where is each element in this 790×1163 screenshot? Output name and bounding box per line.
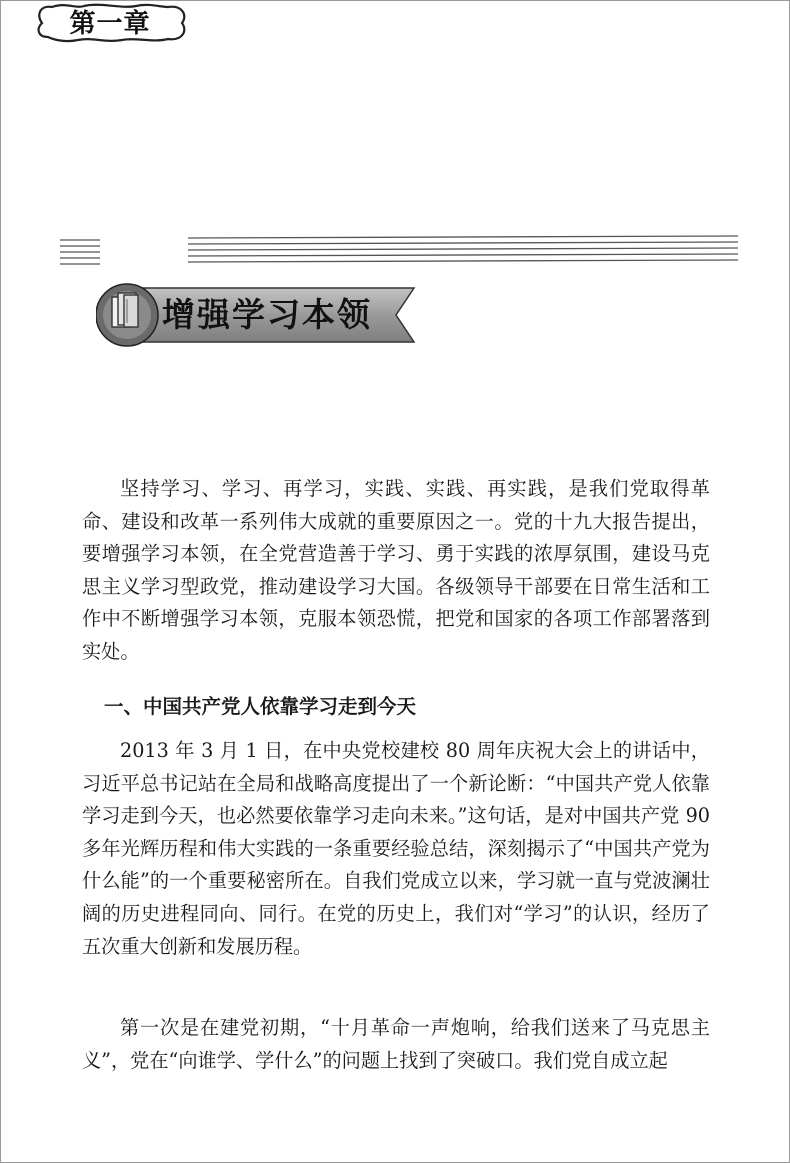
body-paragraph-2: 第一次是在建党初期，“十月革命一声炮响，给我们送来了马克思主义”，党在“向谁学、学什么”的问题上找到了突破口。我们党自成立起 — [82, 1016, 710, 1072]
intro-paragraph: 坚持学习、学习、再学习，实践、实践、再实践，是我们党取得革命、建设和改革一系列伟大成就的重要原因之一。党的十九大报告提出，要增强学习本领，在全党营造善于学习、勇于实践的浓厚氛围，建设马克思主义学习型政党，推动建设学习大国。各级领导干部要在日常生活和工作中不断增强学习本领，克服本领恐慌，把党和国家的各项工作部署落到实处。 — [82, 477, 710, 663]
book-icon — [98, 283, 154, 339]
chapter-header — [60, 228, 740, 276]
chapter-label: 第一章 — [69, 9, 151, 39]
chapter-title: 增强学习本领 — [162, 295, 372, 334]
body-paragraph-1: 2013 年 3 月 1 日，在中央党校建校 80 周年庆祝大会上的讲话中，习近平总书记站在全局和战略高度提出了一个新论断：“中国共产党人依靠学习走到今天，也必然要依靠学习走向未来。”这句话，是对中国共产党 90 多年光辉历程和伟大实践的一条重要经验总结，深刻揭示了“中国共产党为什么能”的一个重要秘密所在。自我们党成立以来，学习就一直与党波澜壮阔的历史进程同向、同行。在党的历史上，我们对“学习”的认识，经历了五次重大创新和发展历程。 — [82, 739, 710, 958]
decorative-lines — [60, 228, 740, 276]
section-heading: 一、中国共产党人依靠学习走到今天 — [104, 695, 417, 718]
